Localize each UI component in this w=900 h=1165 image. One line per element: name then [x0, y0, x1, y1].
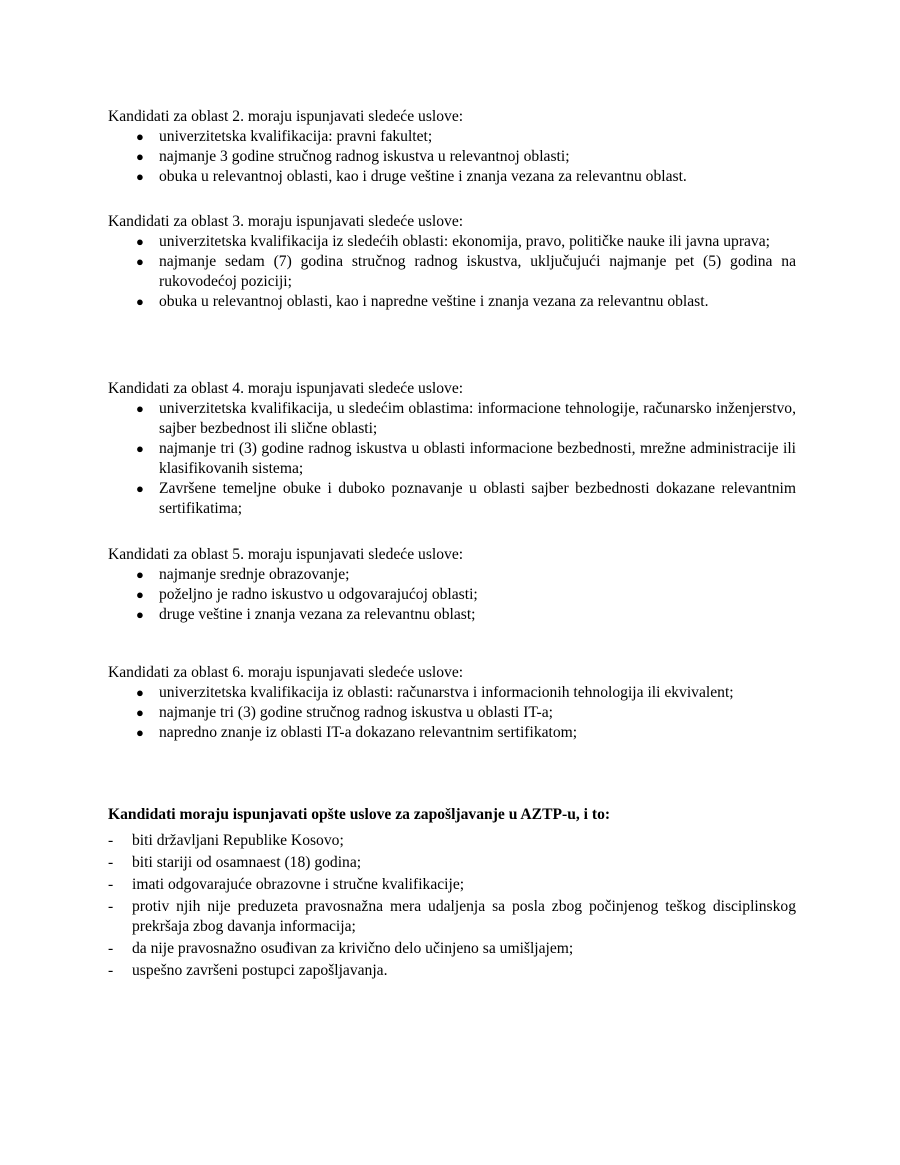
- list-item: ● univerzitetska kvalifikacija iz sledećih oblasti: ekonomija, pravo, političke nauke ili javna uprava;: [136, 233, 770, 250]
- dash-icon: -: [108, 832, 114, 849]
- section-intro: Kandidati za oblast 6. moraju ispunjavati sledeće uslove:: [108, 664, 464, 681]
- bullet-icon: ●: [136, 567, 144, 582]
- section-intro: Kandidati za oblast 3. moraju ispunjavati sledeće uslove:: [108, 213, 464, 230]
- general-conditions: [108, 805, 796, 983]
- section-intro: Kandidati za oblast 4. moraju ispunjavati sledeće uslove:: [108, 380, 464, 397]
- requirements-list: [108, 399, 796, 519]
- bullet-icon: ●: [136, 481, 144, 496]
- list-item: ● najmanje 3 godine stručnog radnog iskustva u relevantnoj oblasti;: [136, 148, 570, 165]
- bullet-icon: ●: [136, 587, 144, 602]
- list-item: - imati odgovarajuće obrazovne i stručne kvalifikacije;: [108, 876, 465, 893]
- section-oblast-6: [108, 663, 796, 743]
- section-oblast-5: [108, 545, 796, 625]
- list-item: ● poželjno je radno iskustvo u odgovarajućoj oblasti;: [136, 586, 478, 603]
- requirements-list: [108, 232, 796, 312]
- dash-icon: -: [108, 876, 114, 893]
- list-item: ● najmanje tri (3) godine stručnog radnog iskustva u oblasti IT-a;: [136, 704, 553, 721]
- bullet-icon: ●: [136, 685, 144, 700]
- dash-icon: -: [108, 962, 114, 979]
- dash-icon: -: [108, 940, 114, 957]
- list-item: - da nije pravosnažno osuđivan za krivično delo učinjeno sa umišljajem;: [108, 940, 574, 957]
- bullet-icon: ●: [136, 234, 144, 249]
- bullet-icon: ●: [136, 149, 144, 164]
- general-conditions-heading: Kandidati moraju ispunjavati opšte uslove za zapošljavanje u AZTP-u, i to:: [108, 806, 611, 823]
- requirements-list: [108, 683, 796, 743]
- requirements-list: [108, 127, 796, 187]
- section-intro: Kandidati za oblast 2. moraju ispunjavati sledeće uslove:: [108, 108, 464, 125]
- bullet-icon: ●: [136, 725, 144, 740]
- bullet-icon: ●: [136, 401, 144, 416]
- list-item: ● univerzitetska kvalifikacija, u sledećim oblastima: informacione tehnologije, računarsko inženjerstvo, sajber bezbednost ili slične oblasti;: [136, 400, 796, 437]
- list-item: ● univerzitetska kvalifikacija: pravni fakultet;: [136, 128, 433, 145]
- list-item: ● najmanje sedam (7) godina stručnog radnog iskustva, uključujući najmanje pet (5) godina na rukovodećoj poziciji;: [136, 253, 796, 290]
- list-item: ● druge veštine i znanja vezana za relevantnu oblast;: [136, 606, 476, 623]
- requirements-list: [108, 565, 796, 625]
- section-oblast-4: [108, 379, 796, 519]
- list-item: ● najmanje srednje obrazovanje;: [136, 566, 350, 583]
- dash-icon: -: [108, 854, 114, 871]
- list-item: - biti državljani Republike Kosovo;: [108, 832, 344, 849]
- list-item: ● obuka u relevantnoj oblasti, kao i napredne veštine i znanja vezana za relevantnu oblast.: [136, 293, 709, 310]
- bullet-icon: ●: [136, 441, 144, 456]
- bullet-icon: ●: [136, 294, 144, 309]
- section-oblast-3: [108, 212, 796, 312]
- list-item: - biti stariji od osamnaest (18) godina;: [108, 854, 362, 871]
- section-intro: Kandidati za oblast 5. moraju ispunjavati sledeće uslove:: [108, 546, 464, 563]
- bullet-icon: ●: [136, 129, 144, 144]
- list-item: ● napredno znanje iz oblasti IT-a dokazano relevantnim sertifikatom;: [136, 724, 578, 741]
- list-item: - uspešno završeni postupci zapošljavanja.: [108, 962, 388, 979]
- general-conditions-list: [108, 831, 796, 981]
- list-item: ● obuka u relevantnoj oblasti, kao i druge veštine i znanja vezana za relevantnu oblast.: [136, 168, 687, 185]
- dash-icon: -: [108, 898, 114, 915]
- section-oblast-2: [108, 107, 796, 187]
- list-item: ● najmanje tri (3) godine radnog iskustva u oblasti informacione bezbednosti, mrežne administracije ili klasifikovanih sistema;: [136, 440, 796, 477]
- list-item: ● univerzitetska kvalifikacija iz oblasti: računarstva i informacionih tehnologija ili ekvivalent;: [136, 684, 734, 701]
- list-item: ● Završene temeljne obuke i duboko poznavanje u oblasti sajber bezbednosti dokazane relevantnim sertifikatima;: [136, 480, 796, 517]
- list-item: - protiv njih nije preduzeta pravosnažna mera udaljenja sa posla zbog počinjenog teškog disciplinskog prekršaja zbog davanja informacija;: [108, 898, 796, 935]
- bullet-icon: ●: [136, 705, 144, 720]
- bullet-icon: ●: [136, 254, 144, 269]
- bullet-icon: ●: [136, 169, 144, 184]
- bullet-icon: ●: [136, 607, 144, 622]
